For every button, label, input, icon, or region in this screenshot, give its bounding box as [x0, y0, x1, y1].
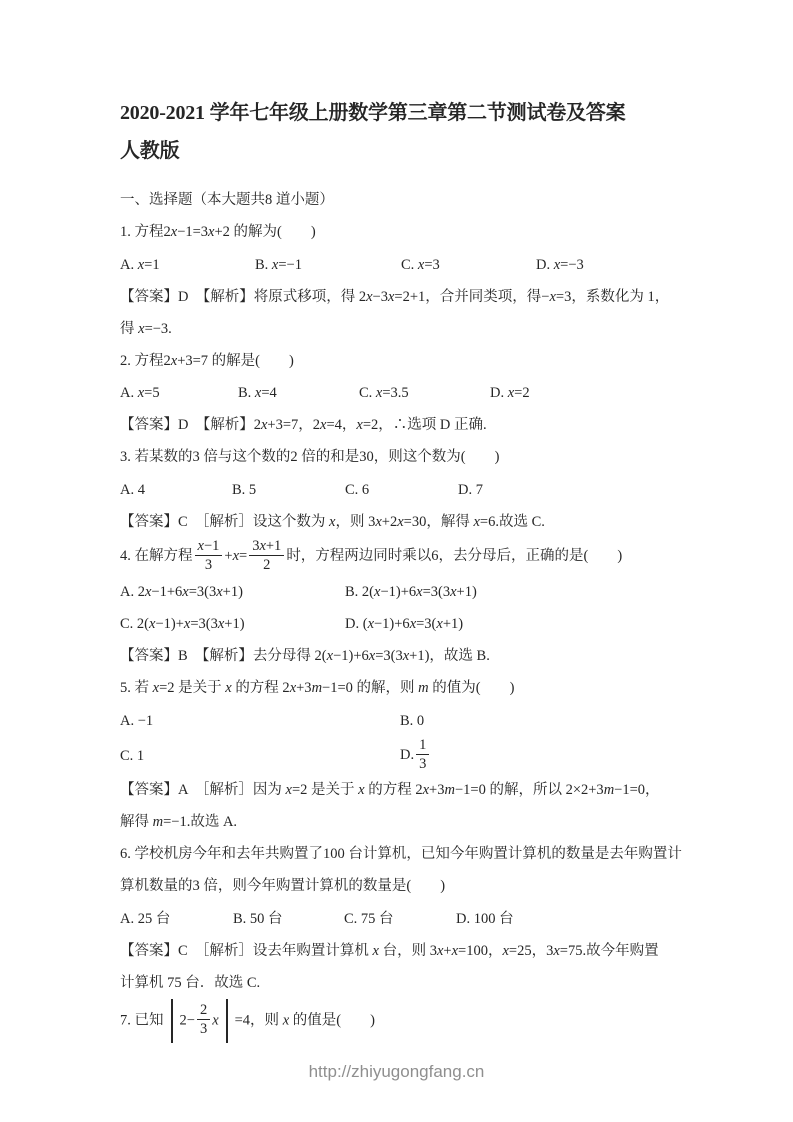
- math-variable: x: [170, 224, 178, 240]
- question-1-options-item-A: A. x=1: [120, 256, 160, 273]
- math-variable: x: [375, 514, 382, 531]
- question-1-options-item-B: B. x=−1: [255, 256, 302, 273]
- math-variable: x: [320, 417, 327, 434]
- section-heading: 一、选择题（本大题共8 道小题）: [120, 192, 334, 208]
- math-variable: x: [282, 1012, 290, 1029]
- question-5-options-cd-item-B: D. $\frac{1}{3}$: [400, 737, 431, 774]
- question-1-options: [120, 248, 693, 281]
- math-variable: x: [549, 288, 556, 305]
- math-variable: x: [208, 224, 215, 240]
- question-6-line-2: 算机数量的3 倍，则今年购置计算机的数量是( ): [120, 878, 446, 895]
- math-variable: x: [212, 1012, 219, 1029]
- question-6-options-item-B: B. 50 台: [233, 910, 283, 927]
- math-variable: x: [225, 680, 232, 697]
- math-variable: x: [197, 538, 204, 555]
- question-6-options: [120, 902, 693, 935]
- math-variable: x: [271, 256, 279, 273]
- math-variable: x: [375, 385, 383, 402]
- math-variable: x: [358, 782, 365, 799]
- math-variable: x: [137, 385, 145, 402]
- math-variable: x: [366, 288, 373, 305]
- page-title-line-1: 2020-2021 学年七年级上册数学第三章第二节测试卷及答案: [120, 102, 626, 124]
- question-4-options-cd: [120, 608, 693, 641]
- math-variable: m: [311, 680, 323, 697]
- fraction-denominator: 3: [419, 756, 427, 773]
- fraction-numerator: x−1: [195, 537, 223, 556]
- fraction-denominator: 2: [263, 557, 271, 574]
- question-4-options-ab-item-A: A. 2x−1+6x=3(3x+1): [120, 583, 243, 600]
- question-4-options-ab-item-B: B. 2(x−1)+6x=3(3x+1): [345, 583, 477, 600]
- absolute-value-bar: [226, 999, 228, 1043]
- question-3-options: [120, 473, 693, 506]
- question-5-options-cd-item-A: C. 1: [120, 747, 145, 764]
- question-7: 7. 已知 2− $\frac{2}{3}$ x =4，则 x 的值是( ): [120, 999, 693, 1043]
- math-variable: x: [436, 616, 443, 633]
- math-variable: x: [254, 385, 262, 402]
- math-variable: x: [289, 680, 297, 697]
- question-1-options-item-C: C. x=3: [401, 256, 440, 273]
- math-variable: x: [553, 942, 560, 959]
- math-variable: x: [149, 616, 156, 633]
- question-6-options-item-C: C. 75 台: [344, 910, 394, 927]
- math-variable: x: [451, 942, 459, 959]
- math-variable: x: [416, 583, 423, 600]
- question-5: 5. 若 x=2 是关于 x 的方程 2x+3m−1=0 的解，则 m 的值为( ): [120, 680, 515, 697]
- math-variable: x: [259, 538, 266, 555]
- question-3-options-item-C: C. 6: [345, 482, 370, 499]
- question-5-options-ab-item-A: A. −1: [120, 713, 154, 730]
- question-4-options-ab: [120, 575, 693, 608]
- question-3-options-item-D: D. 7: [458, 482, 483, 499]
- fraction-numerator: 2: [197, 1001, 210, 1020]
- answer-6-line-1: 【答案】C ［解析］设去年购置计算机 x 台，则 3x+x=100，x=25，3x=75.故今年购置: [120, 942, 659, 959]
- question-6-options-item-A: A. 25 台: [120, 910, 171, 927]
- math-variable: x: [417, 256, 425, 273]
- footer-watermark-url: http://zhiyugongfang.cn: [308, 1062, 485, 1081]
- question-2-options-item-C: C. x=3.5: [359, 385, 409, 402]
- answer-5-line-2: 解得 m=−1.故选 A.: [120, 814, 238, 831]
- math-variable: x: [137, 256, 145, 273]
- math-variable: x: [422, 782, 430, 799]
- math-variable: x: [402, 648, 410, 665]
- fraction: [195, 537, 223, 574]
- math-variable: m: [418, 680, 429, 697]
- question-6-line-1: 6. 学校机房今年和去年共购置了100 台计算机，已知今年购置计算机的数量是去年购置计: [120, 846, 682, 863]
- math-variable: x: [329, 514, 336, 531]
- fraction-denominator: 3: [204, 557, 213, 574]
- answer-1-line-1: 【答案】D 【解析】将原式移项，得 2x−3x=2+1，合并同类项，得−x=3，系数化为 1，: [120, 288, 670, 305]
- math-variable: x: [473, 514, 480, 531]
- math-variable: x: [553, 256, 561, 273]
- question-3-options-item-B: B. 5: [232, 482, 257, 499]
- question-4: 4. 在解方程 $\frac{x-1}{3}$ +x= $\frac{3x+1}{2}$ 时，方程两边同时乘以6，去分母后，正确的是( ): [120, 538, 623, 574]
- math-variable: x: [170, 352, 178, 369]
- fraction-numerator: 3x+1: [249, 537, 284, 556]
- math-variable: x: [507, 385, 515, 402]
- page-title-line-2: 人教版: [120, 140, 180, 162]
- math-variable: x: [285, 782, 292, 799]
- question-4-options-cd-item-B: D. (x−1)+6x=3(x+1): [345, 616, 464, 633]
- absolute-value-bar: [171, 999, 173, 1043]
- math-variable: x: [183, 616, 191, 633]
- math-variable: x: [450, 583, 457, 600]
- math-variable: x: [144, 583, 152, 600]
- math-variable: x: [374, 583, 381, 600]
- math-variable: x: [397, 514, 404, 531]
- math-variable: x: [387, 288, 395, 305]
- math-variable: x: [502, 942, 509, 959]
- question-5-options-ab-item-B: B. 0: [400, 713, 425, 730]
- answer-6-line-2: 计算机 75 台．故选 C.: [120, 974, 261, 991]
- question-1-options-item-D: D. x=−3: [536, 256, 584, 273]
- math-variable: x: [326, 648, 334, 665]
- question-2: 2. 方程2x+3=7 的解是( ): [120, 352, 294, 369]
- math-variable: x: [372, 942, 379, 959]
- math-variable: m: [603, 782, 615, 799]
- question-2-options: [120, 377, 693, 410]
- question-2-options-item-A: A. x=5: [120, 385, 160, 402]
- answer-3: 【答案】C ［解析］设这个数为 x，则 3x+2x=30，解得 x=6.故选 C.: [120, 514, 545, 531]
- fraction-numerator: 1: [416, 736, 429, 755]
- math-variable: x: [368, 648, 376, 665]
- question-2-options-item-D: D. x=2: [490, 385, 530, 402]
- math-variable: m: [444, 782, 455, 799]
- question-3: 3. 若某数的3 倍与这个数的2 倍的和是30，则这个数为( ): [120, 449, 500, 466]
- answer-4: 【答案】B 【解析】去分母得 2(x−1)+6x=3(3x+1)，故选 B.: [120, 648, 490, 665]
- math-variable: x: [409, 616, 417, 633]
- question-5-options-ab: [120, 704, 693, 737]
- math-variable: x: [138, 320, 145, 337]
- math-variable: x: [367, 616, 374, 633]
- math-variable: x: [216, 583, 223, 600]
- question-2-options-item-B: B. x=4: [238, 385, 277, 402]
- math-variable: m: [152, 814, 164, 831]
- math-variable: x: [217, 616, 225, 633]
- fraction-denominator: 3: [199, 1021, 208, 1038]
- fraction: [249, 537, 284, 574]
- question-5-options-cd: [120, 737, 693, 774]
- math-variable: x: [356, 417, 363, 434]
- fraction: [197, 1001, 210, 1038]
- document-lines: [120, 216, 693, 1043]
- answer-5-line-1: 【答案】A ［解析］因为 x=2 是关于 x 的方程 2x+3m−1=0 的解，所以 2×2+3m−1=0，: [120, 782, 660, 799]
- answer-2: 【答案】D 【解析】2x+3=7，2x=4，x=2，∴选项 D 正确.: [120, 417, 487, 434]
- math-variable: x: [182, 583, 189, 600]
- math-variable: x: [436, 942, 444, 959]
- question-1: 1. 方程2x−1=3x+2 的解为( ): [120, 224, 316, 240]
- question-4-options-cd-item-A: C. 2(x−1)+x=3(3x+1): [120, 616, 245, 633]
- question-6-options-item-D: D. 100 台: [456, 910, 514, 927]
- math-variable: x: [152, 680, 160, 697]
- math-variable: x: [232, 547, 239, 564]
- question-3-options-item-A: A. 4: [120, 482, 145, 499]
- answer-1-line-2: 得 x=−3.: [120, 320, 172, 337]
- fraction: [416, 736, 429, 773]
- math-variable: x: [260, 417, 268, 434]
